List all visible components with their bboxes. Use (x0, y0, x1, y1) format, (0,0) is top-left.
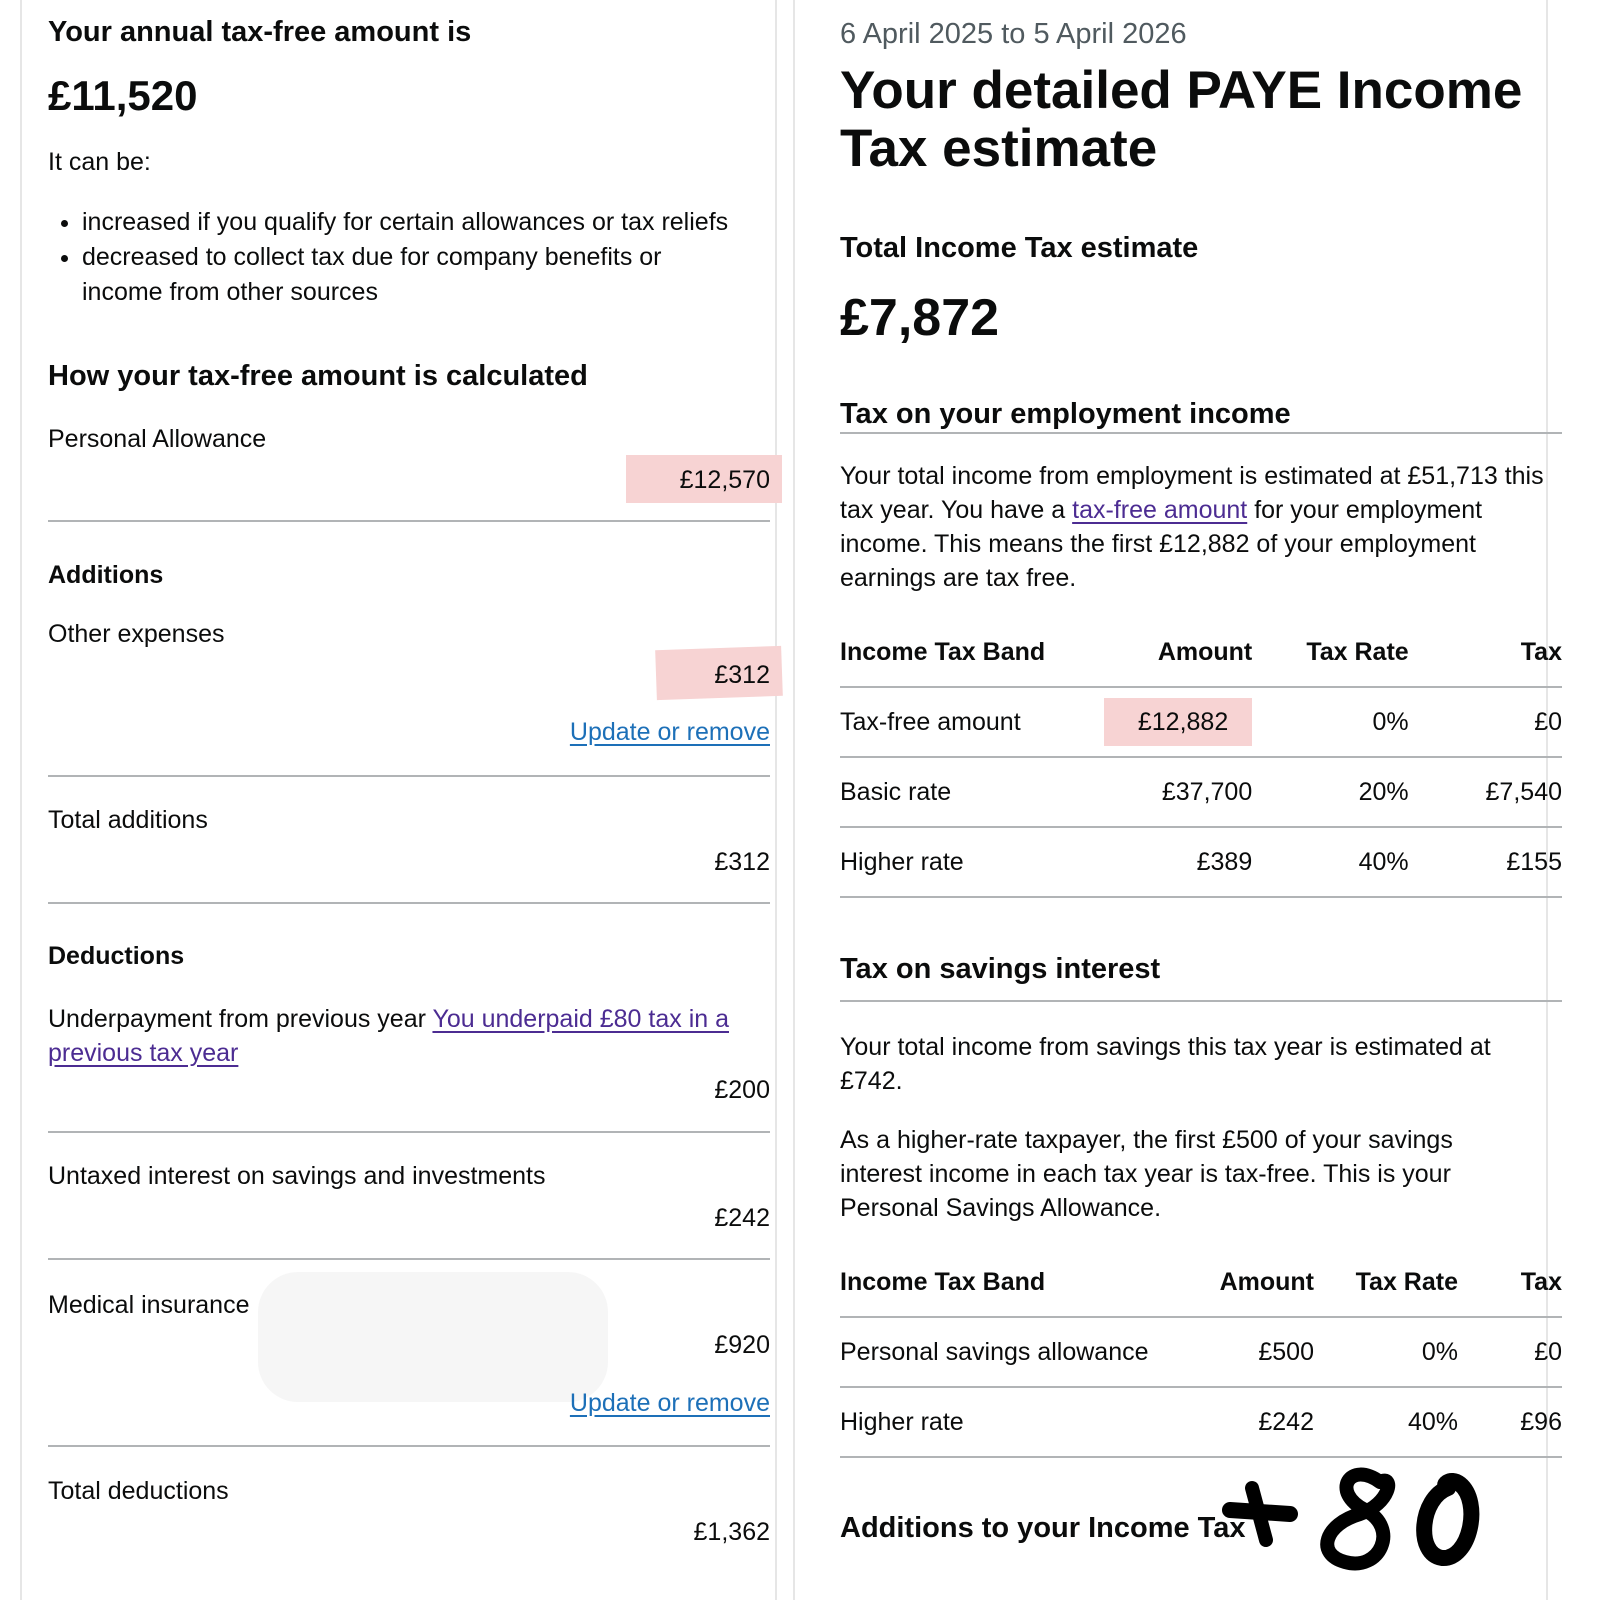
divider (840, 432, 1562, 434)
medical-insurance-value: £920 (714, 1331, 770, 1359)
annual-heading: Your annual tax-free amount is (48, 16, 472, 48)
underpayment-value: £200 (714, 1076, 770, 1104)
table-row (840, 757, 1562, 827)
update-or-remove-link[interactable]: Update or remove (569, 1389, 770, 1417)
table-cell: Higher rate (840, 1387, 1180, 1457)
table-header-row (840, 1248, 1562, 1317)
employment-paragraph (840, 459, 1560, 595)
handwritten-plus-80 (1220, 1462, 1500, 1572)
table-row (840, 1317, 1562, 1387)
table-cell: £7,540 (1409, 757, 1562, 827)
highlighted-amount: £12,882 (1104, 698, 1252, 746)
table-cell: Personal savings allowance (840, 1317, 1180, 1387)
divider (48, 1258, 770, 1260)
column-header: Tax (1458, 1248, 1562, 1317)
table-cell: £37,700 (1104, 757, 1252, 827)
total-deductions-value: £1,362 (693, 1518, 770, 1546)
table-row (840, 1387, 1562, 1457)
untaxed-interest-value: £242 (714, 1204, 770, 1232)
table-cell: £0 (1458, 1317, 1562, 1387)
table-cell: 0% (1314, 1317, 1458, 1387)
total-estimate-amount: £7,872 (840, 289, 1000, 347)
column-header: Amount (1104, 618, 1252, 687)
medical-insurance-label: Medical insurance (48, 1291, 250, 1319)
table-cell: Tax-free amount (840, 687, 1104, 757)
underpayment-label: Underpayment from previous year (48, 1005, 426, 1033)
savings-heading: Tax on savings interest (840, 953, 1161, 985)
table-cell: £500 (1180, 1317, 1314, 1387)
total-deductions-label: Total deductions (48, 1477, 229, 1505)
table-cell: 0% (1252, 687, 1408, 757)
additions-heading: Additions (48, 561, 164, 589)
table-header-row (840, 618, 1562, 687)
table-cell: Higher rate (840, 827, 1104, 897)
table-cell: £242 (1180, 1387, 1314, 1457)
tax-year-dates: 6 April 2025 to 5 April 2026 (840, 18, 1187, 50)
table-cell-highlighted (1104, 687, 1252, 757)
employment-tax-table (840, 618, 1562, 898)
table-cell: £96 (1458, 1387, 1562, 1457)
deductions-heading: Deductions (48, 942, 185, 970)
table-row (840, 827, 1562, 897)
column-header: Tax Rate (1252, 618, 1408, 687)
other-expenses-label: Other expenses (48, 620, 225, 648)
redaction-smudge (258, 1272, 608, 1402)
savings-paragraph-1: Your total income from savings this tax year is estimated at £742. (840, 1033, 1491, 1095)
total-additions-value: £312 (714, 848, 770, 876)
personal-allowance-value: £12,570 (679, 466, 770, 494)
underpaid-tax-link[interactable]: You underpaid £80 tax in a previous tax year (48, 1005, 729, 1067)
table-cell: 20% (1252, 757, 1408, 827)
column-header: Tax (1409, 618, 1562, 687)
savings-tax-table (840, 1248, 1562, 1458)
table-cell: £389 (1104, 827, 1252, 897)
annual-amount: £11,520 (48, 72, 198, 119)
table-cell: £155 (1409, 827, 1562, 897)
savings-paragraph-2: As a higher-rate taxpayer, the first £500 of your savings interest income in each tax year is tax-free. This is your Personal Savings Allowance. (840, 1126, 1453, 1222)
calc-heading: How your tax-free amount is calculated (48, 360, 588, 392)
employment-text-1: Your total income from employment is estimated at £51,713 this tax year. You have a (840, 462, 1544, 524)
bullet-list (48, 205, 802, 310)
additions-to-tax-heading: Additions to your Income Tax (840, 1512, 1246, 1544)
it-can-be-text: It can be: (48, 148, 151, 176)
divider (48, 775, 770, 777)
personal-allowance-label: Personal Allowance (48, 425, 267, 453)
table-cell: 40% (1252, 827, 1408, 897)
column-header: Income Tax Band (840, 1248, 1180, 1317)
bullet-item: • decreased to collect tax due for company benefits or income from other sources (82, 240, 722, 310)
divider (48, 1445, 770, 1447)
table-row (840, 687, 1562, 757)
page-title: Your detailed PAYE Income Tax estimate (840, 61, 1523, 178)
total-estimate-heading: Total Income Tax estimate (840, 232, 1199, 264)
tax-free-amount-link[interactable]: tax-free amount (1072, 496, 1248, 524)
untaxed-interest-label: Untaxed interest on savings and investments (48, 1162, 546, 1190)
table-cell: £0 (1409, 687, 1562, 757)
employment-heading: Tax on your employment income (840, 398, 1291, 430)
left-edge-line (20, 0, 22, 1600)
update-or-remove-link[interactable]: Update or remove (569, 718, 770, 746)
bullet-item: • increased if you qualify for certain allowances or tax reliefs (82, 205, 802, 240)
other-expenses-value: £312 (714, 661, 770, 689)
divider (48, 1131, 770, 1133)
underpayment-row (48, 1002, 768, 1070)
divider (48, 902, 770, 904)
column-header: Tax Rate (1314, 1248, 1458, 1317)
column-header: Amount (1180, 1248, 1314, 1317)
table-cell: Basic rate (840, 757, 1104, 827)
column-header: Income Tax Band (840, 618, 1104, 687)
total-additions-label: Total additions (48, 806, 208, 834)
divider (48, 520, 770, 522)
employment-text-2: for your employment income. This means the first £12,882 of your employment earnings are tax free. (840, 496, 1483, 592)
table-cell: 40% (1314, 1387, 1458, 1457)
divider (840, 1000, 1562, 1002)
